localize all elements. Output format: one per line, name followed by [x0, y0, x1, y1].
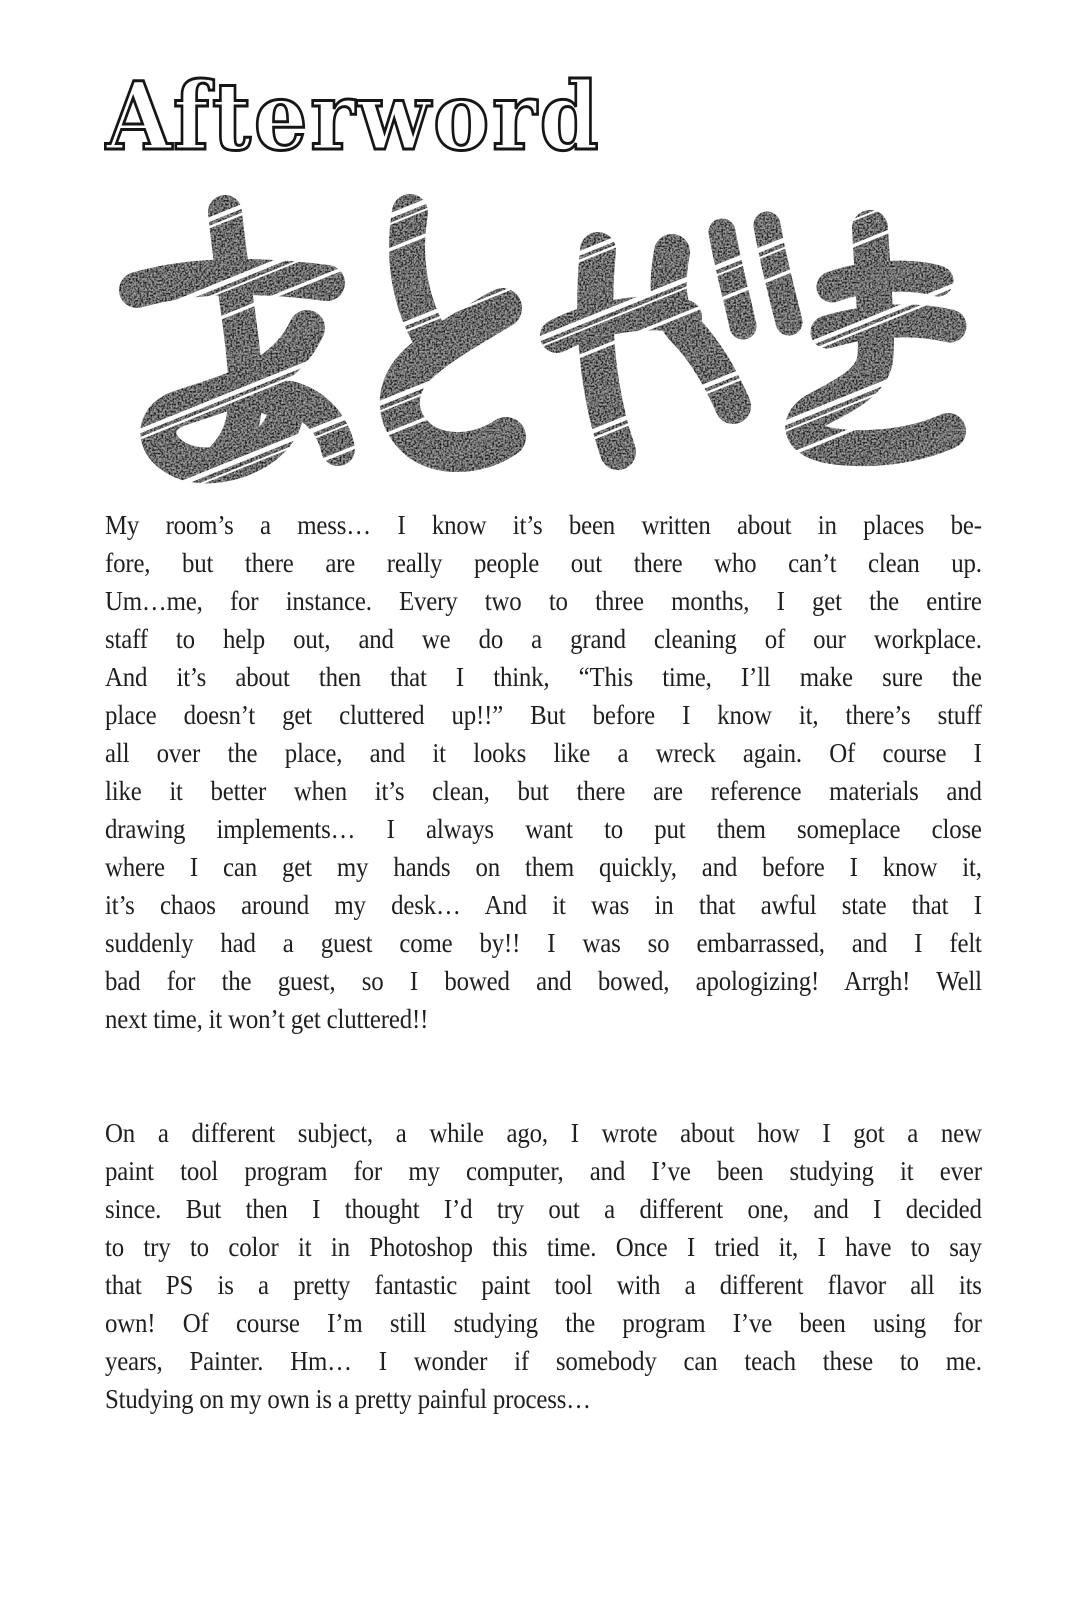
text-line: to try to color it in Photoshop this time. Once I tried it, I have to say: [105, 1232, 982, 1262]
text-line: next time, it won’t get cluttered!!: [105, 1004, 429, 1034]
text-line: it’s chaos around my desk… And it was in that awful state that I: [105, 890, 982, 920]
paragraph-messy-room: [105, 506, 982, 1038]
text-line: bad for the guest, so I bowed and bowed, apologizing! Arrgh! Well: [105, 966, 982, 996]
text-line: Studying on my own is a pretty painful process…: [105, 1384, 591, 1414]
page-title: Afterword: [106, 62, 602, 172]
text-line: On a different subject, a while ago, I wrote about how I got a new: [105, 1118, 982, 1148]
text-line: staff to help out, and we do a grand cleaning of our workplace.: [105, 624, 982, 654]
paragraph-paint-tools: [105, 1114, 982, 1418]
text-line: all over the place, and it looks like a wreck again. Of course I: [105, 738, 982, 768]
kana-ga: [557, 225, 789, 452]
text-line: that PS is a pretty fantastic paint tool with a different flavor all its: [105, 1270, 982, 1300]
dakuten-stroke: [767, 225, 789, 322]
text-line: paint tool program for my computer, and I’ve been studying it ever: [105, 1156, 982, 1186]
atogaki-calligraphy: [120, 195, 1000, 495]
kana-a: [137, 212, 338, 465]
atogaki-calligraphy-svg: [120, 195, 1000, 495]
dakuten-stroke: [722, 232, 743, 326]
kana-to: [400, 212, 506, 452]
text-line: drawing implements… I always want to put them someplace close: [105, 814, 982, 844]
text-line: like it better when it’s clean, but there are reference materials and: [105, 776, 982, 806]
text-line: years, Painter. Hm… I wonder if somebody can teach these to me.: [105, 1346, 982, 1376]
text-line: since. But then I thought I’d try out a different one, and I decided: [105, 1194, 982, 1224]
text-line: own! Of course I’m still studying the program I’ve been using for: [105, 1308, 982, 1338]
text-line: where I can get my hands on them quickly, and before I know it,: [105, 852, 982, 882]
kana-ki: [803, 228, 950, 448]
text-line: place doesn’t get cluttered up!!” But before I know it, there’s stuff: [105, 700, 982, 730]
text-line: suddenly had a guest come by!! I was so embarrassed, and I felt: [105, 928, 982, 958]
text-line: Um…me, for instance. Every two to three months, I get the entire: [105, 586, 982, 616]
text-line: And it’s about then that I think, “This time, I’ll make sure the: [105, 662, 982, 692]
afterword-text: [105, 506, 982, 1418]
text-line: My room’s a mess… I know it’s been written about in places be-: [105, 510, 982, 540]
text-line: fore, but there are really people out there who can’t clean up.: [105, 548, 982, 578]
